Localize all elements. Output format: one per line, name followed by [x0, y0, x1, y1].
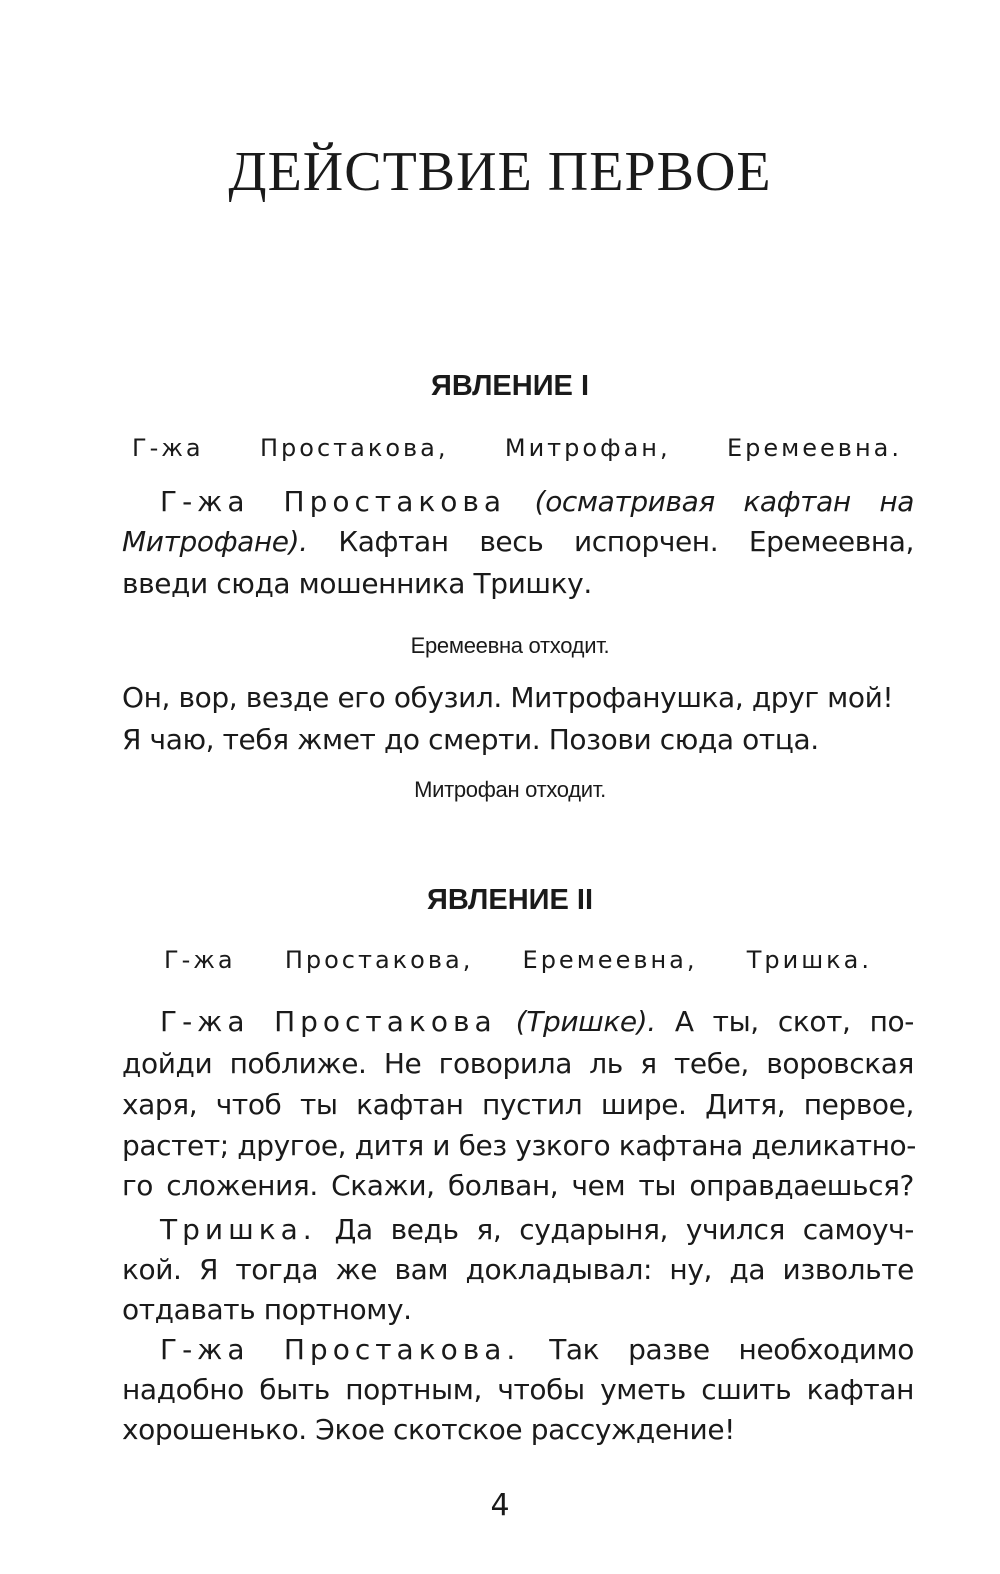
- speech-line: введи сюда мошенника Тришку.: [122, 567, 592, 600]
- speech-line: го сложения. Скажи, болван, чем ты оправдаешься?: [122, 1169, 914, 1202]
- speaker-name: Г-жа Простакова.: [160, 1333, 521, 1366]
- speaker-name: Тришка.: [160, 1213, 317, 1246]
- speech-line: харя, чтоб ты кафтан пустил шире. Дитя, первое,: [122, 1088, 914, 1121]
- speech-line: [160, 482, 914, 522]
- speech-line: [122, 522, 914, 562]
- scene-title: ЯВЛЕНИЕ II: [426, 884, 594, 916]
- speech-line: кой. Я тогда же вам докладывал: ну, да извольте: [122, 1253, 914, 1286]
- cast-names: Простакова, Митрофан, Еремеевна.: [260, 434, 902, 462]
- speech-text: А ты, скот, по-: [674, 1005, 914, 1038]
- speech-line: отдавать портному.: [122, 1293, 412, 1326]
- speech-text: Да ведь я, сударыня, учился самоуч-: [334, 1213, 914, 1246]
- cast-role: Г-жа: [132, 434, 204, 462]
- speech-line: Он, вор, везде его обузил. Митрофанушка, друг мой!: [122, 681, 894, 714]
- act-title: ДЕЙСТВИЕ ПЕРВОЕ: [228, 141, 772, 203]
- speech-line: Я чаю, тебя жмет до смерти. Позови сюда отца.: [122, 723, 819, 756]
- speech-text: Кафтан весь испорчен. Еремеевна,: [338, 525, 914, 558]
- cast-role: Г-жа: [164, 946, 236, 974]
- cast-list: [164, 940, 872, 980]
- speech-line: растет; другое, дитя и без узкого кафтана деликатно-: [122, 1129, 916, 1162]
- scene-title: ЯВЛЕНИЕ I: [431, 370, 589, 402]
- stage-note: Еремеевна отходит.: [410, 633, 610, 658]
- speech-line: [160, 1002, 914, 1042]
- stage-direction: Митрофане).: [122, 525, 308, 558]
- speech-text: Так разве необходимо: [549, 1333, 914, 1366]
- page-number: 4: [490, 1488, 510, 1523]
- speaker-name: Г-жа Простакова: [160, 485, 507, 518]
- stage-direction: (осматривая кафтан на: [534, 485, 914, 518]
- speech-line: [160, 1330, 914, 1370]
- speech-line: хорошенько. Экое скотское рассуждение!: [122, 1413, 735, 1446]
- speech-line: надобно быть портным, чтобы уметь сшить кафтан: [122, 1373, 914, 1406]
- stage-direction: (Тришке).: [515, 1005, 656, 1038]
- cast-names: Простакова, Еремеевна, Тришка.: [284, 946, 872, 974]
- cast-list: [132, 428, 902, 468]
- speaker-name: Г-жа Простакова: [160, 1005, 497, 1038]
- speech-line: [160, 1210, 914, 1250]
- speech-line: дойди поближе. Не говорила ль я тебе, воровская: [122, 1047, 914, 1080]
- stage-note: Митрофан отходит.: [414, 777, 606, 802]
